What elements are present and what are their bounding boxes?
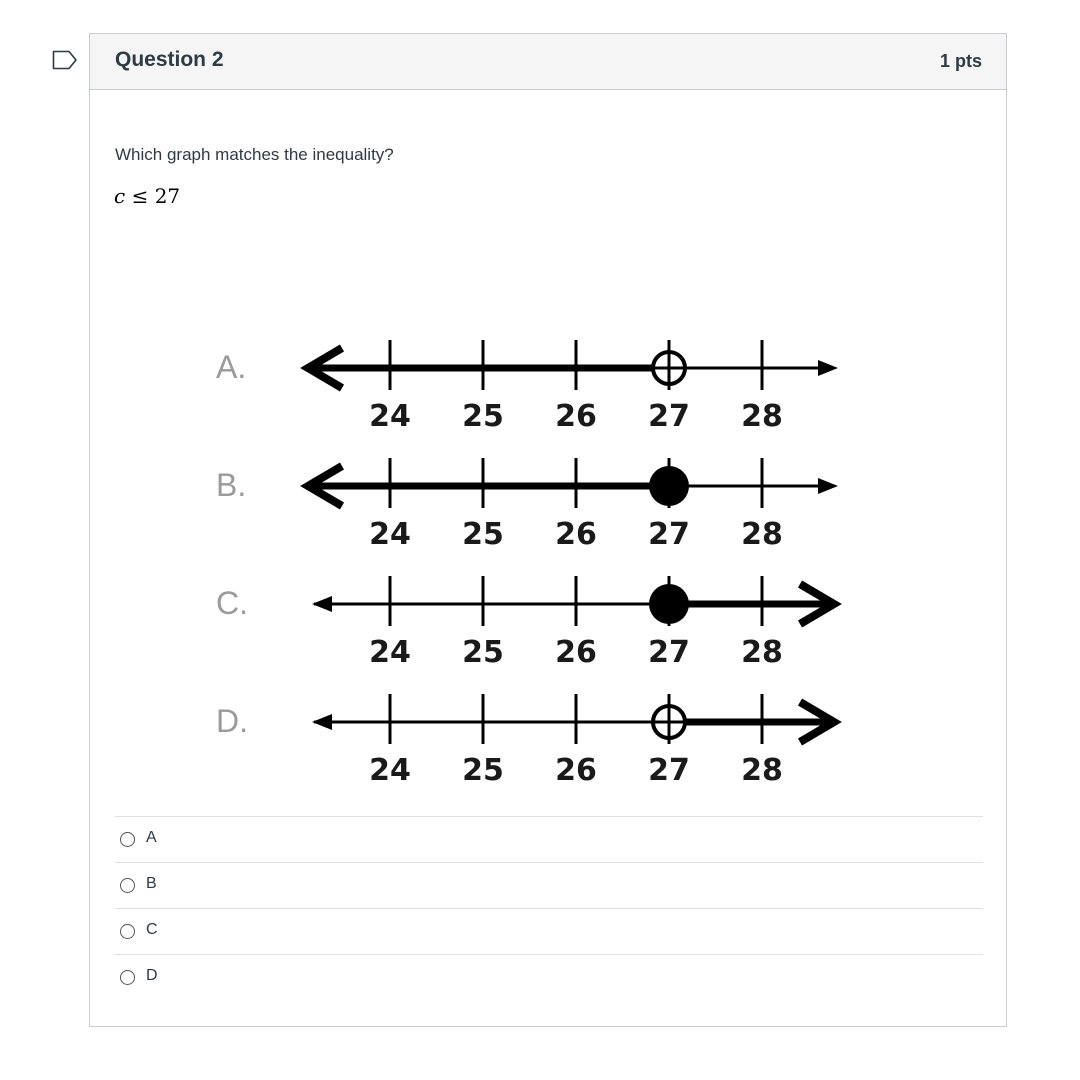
tick-label: 28 — [741, 517, 783, 552]
number-line-graphs — [200, 334, 850, 814]
answer-list — [115, 816, 983, 1000]
number-line-figure — [200, 334, 850, 814]
left-arrow-head — [312, 596, 332, 612]
question-prompt: Which graph matches the inequality? — [115, 145, 394, 164]
right-arrow-head — [818, 478, 838, 494]
radio-unchecked-icon[interactable] — [120, 878, 135, 893]
radio-unchecked-icon[interactable] — [120, 970, 135, 985]
tick-label: 27 — [648, 635, 690, 670]
question-title: Question 2 — [115, 48, 224, 71]
answer-label: A — [146, 829, 157, 846]
left-arrow-head — [312, 714, 332, 730]
answer-option-c[interactable] — [115, 908, 983, 954]
tick-label: 25 — [462, 635, 504, 670]
tick-label: 28 — [741, 399, 783, 434]
answer-label: C — [146, 921, 158, 938]
closed-point — [649, 584, 689, 624]
number-line-option-label: B. — [216, 467, 247, 503]
answer-option-d[interactable] — [115, 954, 983, 1000]
tick-label: 25 — [462, 399, 504, 434]
tick-label: 24 — [369, 399, 411, 434]
closed-point — [649, 466, 689, 506]
tick-label: 24 — [369, 753, 411, 788]
tick-label: 26 — [555, 753, 597, 788]
radio-unchecked-icon[interactable] — [120, 924, 135, 939]
number-line-option-label: C. — [216, 585, 248, 621]
question-points: 1 pts — [939, 51, 982, 71]
tick-label: 26 — [555, 635, 597, 670]
flag-question-icon[interactable] — [52, 50, 78, 70]
tick-label: 27 — [648, 517, 690, 552]
tick-label: 27 — [648, 399, 690, 434]
radio-unchecked-icon[interactable] — [120, 832, 135, 847]
tick-label: 24 — [369, 635, 411, 670]
inequality-operator: ≤ — [131, 184, 149, 208]
answer-label: B — [146, 875, 157, 892]
inequality-value: 27 — [154, 184, 181, 208]
number-line-option-label: D. — [216, 703, 248, 739]
question-card — [89, 33, 1007, 1027]
tick-label: 25 — [462, 517, 504, 552]
question-header — [90, 34, 1006, 90]
tick-label: 24 — [369, 517, 411, 552]
right-arrow-head — [818, 360, 838, 376]
answer-label: D — [146, 967, 158, 984]
tick-label: 26 — [555, 517, 597, 552]
tick-label: 27 — [648, 753, 690, 788]
tick-label: 28 — [741, 635, 783, 670]
inequality-variable: c — [114, 184, 126, 208]
tick-label: 28 — [741, 753, 783, 788]
answer-option-a[interactable] — [115, 816, 983, 862]
number-line-option-label: A. — [216, 349, 247, 385]
answer-option-b[interactable] — [115, 862, 983, 908]
tick-label: 26 — [555, 399, 597, 434]
tick-label: 25 — [462, 753, 504, 788]
inequality-expression — [114, 184, 180, 208]
